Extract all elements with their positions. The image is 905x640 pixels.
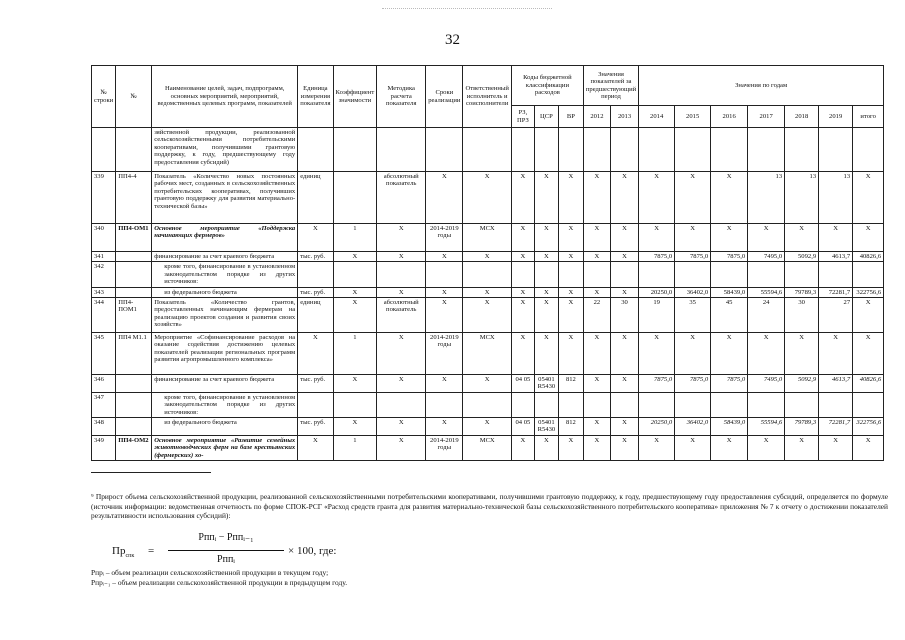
cell-2016	[711, 128, 748, 172]
cell-method	[377, 262, 426, 287]
cell-csr: X	[534, 224, 558, 252]
cell-coef: X	[333, 418, 377, 436]
cell-num: 343	[92, 287, 116, 297]
cell-rz: X	[511, 287, 534, 297]
cell-2016: X	[711, 332, 748, 374]
cell-total: X	[853, 172, 884, 224]
cell-terms	[426, 262, 463, 287]
cell-num: 346	[92, 374, 116, 392]
cell-csr: 05401 R5430	[534, 374, 558, 392]
cell-2018: 5092,9	[785, 374, 819, 392]
cell-method: X	[377, 374, 426, 392]
cell-rz: X	[511, 252, 534, 262]
cell-exec: X	[463, 418, 511, 436]
cell-rz: X	[511, 332, 534, 374]
cell-csr: X	[534, 172, 558, 224]
cell-num: 344	[92, 297, 116, 332]
cell-code	[116, 252, 152, 262]
cell-name: из федерального бюджета	[152, 287, 298, 297]
cell-2016: X	[711, 436, 748, 461]
cell-2012: X	[583, 224, 610, 252]
cell-num: 339	[92, 172, 116, 224]
cell-2015: X	[675, 224, 711, 252]
cell-csr: X	[534, 252, 558, 262]
table-row	[92, 252, 884, 262]
cell-unit: тыс. руб.	[298, 287, 333, 297]
cell-name: Показатель «Количество новых постоянных рабочих мест, созданных в сельскохозяйственных потребительских кооперативах, получивших грантовую поддержку для развития материально-технической базы»	[152, 172, 298, 224]
cell-code	[116, 392, 152, 417]
cell-total: X	[853, 224, 884, 252]
cell-coef: X	[333, 252, 377, 262]
header-row-no: № строки	[92, 66, 116, 128]
cell-vr: 812	[558, 418, 583, 436]
cell-2017: 24	[748, 297, 785, 332]
header-2018: 2018	[785, 106, 819, 128]
cell-unit: X	[298, 224, 333, 252]
cell-2016: 7875,0	[711, 252, 748, 262]
cell-2014: X	[639, 172, 675, 224]
header-vr: ВР	[558, 106, 583, 128]
cell-code	[116, 287, 152, 297]
cell-code	[116, 418, 152, 436]
table-row	[92, 297, 884, 332]
cell-vr	[558, 392, 583, 417]
cell-terms: X	[426, 252, 463, 262]
cell-exec: МСХ	[463, 224, 511, 252]
cell-unit	[298, 392, 333, 417]
cell-method	[377, 392, 426, 417]
cell-num: 341	[92, 252, 116, 262]
cell-exec: X	[463, 374, 511, 392]
cell-terms	[426, 392, 463, 417]
cell-2015	[675, 128, 711, 172]
table-row	[92, 128, 884, 172]
cell-2014: X	[639, 332, 675, 374]
cell-name: Мероприятие «Софинансирование расходов на оказание содействия достижению целевых показателей реализации региональных программ развития агропромышленного комплекса»	[152, 332, 298, 374]
cell-num: 345	[92, 332, 116, 374]
table-row	[92, 374, 884, 392]
cell-2012: X	[583, 374, 610, 392]
cell-2019: X	[819, 436, 853, 461]
cell-coef: X	[333, 297, 377, 332]
cell-num: 347	[92, 392, 116, 417]
cell-2019	[819, 128, 853, 172]
cell-2013: X	[610, 287, 638, 297]
cell-2018: 30	[785, 297, 819, 332]
cell-method: X	[377, 332, 426, 374]
cell-unit: тыс. руб.	[298, 374, 333, 392]
header-2015: 2015	[675, 106, 711, 128]
cell-2012: X	[583, 418, 610, 436]
table-row	[92, 224, 884, 252]
cell-rz: X	[511, 172, 534, 224]
cell-total: 322756,6	[853, 287, 884, 297]
cell-coef: 1	[333, 224, 377, 252]
cell-2015: X	[675, 172, 711, 224]
cell-total	[853, 128, 884, 172]
header-exec: Ответственный исполнитель и соисполнители	[463, 66, 511, 128]
cell-2016: 7875,0	[711, 374, 748, 392]
cell-terms: 2014-2019 годы	[426, 224, 463, 252]
formula-fraction-bar	[168, 550, 284, 551]
cell-2019: 72281,7	[819, 287, 853, 297]
cell-exec: X	[463, 287, 511, 297]
cell-exec: X	[463, 172, 511, 224]
cell-2013	[610, 262, 638, 287]
header-coef: Коэффициент значимости	[333, 66, 377, 128]
header-2013: 2013	[610, 106, 638, 128]
cell-rz	[511, 392, 534, 417]
cell-2017: 7495,0	[748, 374, 785, 392]
cell-2016: 45	[711, 297, 748, 332]
header-no: №	[116, 66, 152, 128]
cell-vr	[558, 262, 583, 287]
cell-coef: 1	[333, 436, 377, 461]
cell-2014: 7875,0	[639, 374, 675, 392]
cell-2012: X	[583, 252, 610, 262]
cell-2012	[583, 262, 610, 287]
cell-2015	[675, 262, 711, 287]
cell-2018: X	[785, 224, 819, 252]
cell-2017: 7495,0	[748, 252, 785, 262]
cell-method	[377, 128, 426, 172]
cell-num: 349	[92, 436, 116, 461]
formula-lhs-symbol: Пр	[112, 545, 126, 557]
cell-unit: тыс. руб.	[298, 252, 333, 262]
cell-2013: X	[610, 436, 638, 461]
cell-2012: X	[583, 332, 610, 374]
header-2016: 2016	[711, 106, 748, 128]
cell-exec: X	[463, 252, 511, 262]
cell-2012	[583, 128, 610, 172]
cell-2017: X	[748, 332, 785, 374]
cell-coef	[333, 392, 377, 417]
cell-2015	[675, 392, 711, 417]
cell-2015: X	[675, 332, 711, 374]
cell-2013	[610, 128, 638, 172]
cell-2012	[583, 392, 610, 417]
cell-2018: X	[785, 436, 819, 461]
cell-csr: X	[534, 436, 558, 461]
cell-name: зяйственной продукции, реализованной сельскохозяйственными потребительскими кооперативами, получившими грантовую поддержку, к году, предшествующему году предоставления субсидий)	[152, 128, 298, 172]
cell-2014	[639, 262, 675, 287]
cell-rz: X	[511, 224, 534, 252]
cell-2013	[610, 392, 638, 417]
cell-2012: X	[583, 172, 610, 224]
header-codes: Коды бюджетной классификации расходов	[511, 66, 583, 106]
cell-method: X	[377, 287, 426, 297]
cell-2017: 55594,6	[748, 418, 785, 436]
cell-2013: 30	[610, 297, 638, 332]
cell-2015: 7875,0	[675, 252, 711, 262]
cell-vr: X	[558, 436, 583, 461]
cell-unit: тыс. руб.	[298, 418, 333, 436]
cell-csr: X	[534, 297, 558, 332]
cell-2015: 36402,0	[675, 418, 711, 436]
cell-total: 40826,6	[853, 252, 884, 262]
cell-2016: X	[711, 172, 748, 224]
header-prior: Значения показателей за предшествующий период	[583, 66, 638, 106]
header-rz: РЗ, ПРЗ	[511, 106, 534, 128]
cell-2016	[711, 262, 748, 287]
table-row	[92, 287, 884, 297]
cell-method: абсолютный показатель	[377, 297, 426, 332]
cell-2017: X	[748, 436, 785, 461]
cell-rz: 04 05	[511, 374, 534, 392]
cell-code	[116, 374, 152, 392]
cell-2019: 72281,7	[819, 418, 853, 436]
cell-terms: 2014-2019 годы	[426, 332, 463, 374]
cell-num	[92, 128, 116, 172]
cell-num: 340	[92, 224, 116, 252]
cell-rz: X	[511, 436, 534, 461]
cell-code: ПП4-ПОМ1	[116, 297, 152, 332]
growth-formula	[112, 532, 352, 572]
cell-2015: 35	[675, 297, 711, 332]
cell-csr	[534, 262, 558, 287]
legend-line: Pпрᵢ₋₁ – объем реализации сельскохозяйственной продукции в предыдущем году.	[91, 578, 348, 588]
cell-unit	[298, 262, 333, 287]
cell-coef: X	[333, 287, 377, 297]
cell-code: ПП4-ОМ1	[116, 224, 152, 252]
cell-total	[853, 392, 884, 417]
cell-total: X	[853, 297, 884, 332]
cell-2013: X	[610, 418, 638, 436]
cell-2018: 79789,3	[785, 287, 819, 297]
cell-2014	[639, 128, 675, 172]
scan-artifact	[382, 8, 552, 9]
cell-exec: МСХ	[463, 436, 511, 461]
cell-total: X	[853, 332, 884, 374]
cell-2014: 7875,0	[639, 252, 675, 262]
cell-total	[853, 262, 884, 287]
cell-2018: X	[785, 332, 819, 374]
header-2017: 2017	[748, 106, 785, 128]
cell-2017	[748, 392, 785, 417]
formula-denominator: Рппᵢ	[217, 554, 235, 565]
cell-rz	[511, 262, 534, 287]
cell-coef	[333, 172, 377, 224]
cell-name: финансирование за счет краевого бюджета	[152, 374, 298, 392]
cell-exec	[463, 128, 511, 172]
header-2014: 2014	[639, 106, 675, 128]
cell-2014: 20250,0	[639, 287, 675, 297]
page-number: 32	[445, 32, 460, 48]
table-row	[92, 436, 884, 461]
cell-2019: 4613,7	[819, 252, 853, 262]
formula-lhs	[112, 545, 134, 559]
cell-2019: 13	[819, 172, 853, 224]
cell-method: X	[377, 224, 426, 252]
cell-2015: 7875,0	[675, 374, 711, 392]
cell-2014: X	[639, 436, 675, 461]
cell-terms: X	[426, 287, 463, 297]
cell-code	[116, 262, 152, 287]
header-csr: ЦСР	[534, 106, 558, 128]
cell-code: ПП4-4	[116, 172, 152, 224]
cell-vr: X	[558, 224, 583, 252]
cell-vr: X	[558, 252, 583, 262]
cell-2018: 13	[785, 172, 819, 224]
cell-total: X	[853, 436, 884, 461]
cell-2016: 58439,0	[711, 287, 748, 297]
formula-tail: × 100, где:	[288, 545, 337, 557]
cell-2013: X	[610, 252, 638, 262]
header-name: Наименование целей, задач, подпрограмм, основных мероприятий, мероприятий, ведомственных целевых программ, показателей	[152, 66, 298, 128]
cell-num: 348	[92, 418, 116, 436]
cell-2013: X	[610, 224, 638, 252]
cell-2012: 22	[583, 297, 610, 332]
cell-2017: 55594,6	[748, 287, 785, 297]
cell-2019: X	[819, 332, 853, 374]
footnote-separator	[91, 472, 211, 473]
cell-unit	[298, 128, 333, 172]
cell-2018	[785, 128, 819, 172]
cell-unit: X	[298, 332, 333, 374]
header-total: итого	[853, 106, 884, 128]
header-2012: 2012	[583, 106, 610, 128]
cell-2014: 20250,0	[639, 418, 675, 436]
table-row	[92, 262, 884, 287]
cell-2012: X	[583, 287, 610, 297]
cell-2018: 5092,9	[785, 252, 819, 262]
cell-method: X	[377, 436, 426, 461]
header-unit: Единица измерения показателя	[298, 66, 333, 128]
cell-code: ПП4 М1.1	[116, 332, 152, 374]
cell-terms: X	[426, 297, 463, 332]
cell-code: ПП4-ОМ2	[116, 436, 152, 461]
cell-csr	[534, 392, 558, 417]
cell-rz	[511, 128, 534, 172]
cell-coef: X	[333, 374, 377, 392]
cell-2019: 27	[819, 297, 853, 332]
cell-terms: X	[426, 374, 463, 392]
cell-vr	[558, 128, 583, 172]
cell-csr: X	[534, 332, 558, 374]
cell-2015: 36402,0	[675, 287, 711, 297]
cell-2015: X	[675, 436, 711, 461]
cell-name: Показатель «Количество грантов, предоставленных начинающим фермерам на реализацию проектов создания и развития своих хозяйств»	[152, 297, 298, 332]
header-years: Значения по годам	[639, 66, 884, 106]
cell-2014: 19	[639, 297, 675, 332]
cell-vr: X	[558, 172, 583, 224]
formula-lhs-subscript: спк	[125, 553, 135, 560]
cell-2012: X	[583, 436, 610, 461]
cell-terms	[426, 128, 463, 172]
cell-exec	[463, 392, 511, 417]
cell-2016: 58439,0	[711, 418, 748, 436]
cell-2019	[819, 392, 853, 417]
cell-exec: X	[463, 297, 511, 332]
footnote-text: ⁹ Прирост объема сельскохозяйственной продукции, реализованной сельскохозяйственными потребительскими кооперативами, получившими грантовую поддержку, к году, предшествующему году предоставления субсидий, определяется по формуле (источник информации: ведомственная отчетность по форме СПОК-РСГ «Расход средств гранта для развития материально-технической базы сельскохозяйственного потребительского кооператива» приложения № 7 к отчету о достижении показателей результативности использования субсидий):	[91, 492, 888, 521]
cell-terms: X	[426, 172, 463, 224]
table-row	[92, 332, 884, 374]
table-row	[92, 418, 884, 436]
cell-coef: 1	[333, 332, 377, 374]
table-row	[92, 392, 884, 417]
cell-name: Основное мероприятие «Развитие семейных животноводческих ферм на базе крестьянских (фермерских) хо-	[152, 436, 298, 461]
cell-2013: X	[610, 374, 638, 392]
cell-unit: единиц	[298, 297, 333, 332]
cell-2014	[639, 392, 675, 417]
formula-equals: =	[148, 545, 155, 557]
cell-2016: X	[711, 224, 748, 252]
cell-csr	[534, 128, 558, 172]
cell-rz: X	[511, 297, 534, 332]
cell-terms: 2014-2019 годы	[426, 436, 463, 461]
cell-2019	[819, 262, 853, 287]
formula-numerator: Рппᵢ − Рппᵢ₋₁	[198, 532, 254, 543]
cell-csr: 05401 R5430	[534, 418, 558, 436]
cell-2017: 13	[748, 172, 785, 224]
header-method: Методика расчета показателя	[377, 66, 426, 128]
cell-2018	[785, 392, 819, 417]
cell-num: 342	[92, 262, 116, 287]
cell-2017	[748, 262, 785, 287]
cell-2018: 79789,3	[785, 418, 819, 436]
cell-vr: X	[558, 332, 583, 374]
cell-2017	[748, 128, 785, 172]
cell-terms: X	[426, 418, 463, 436]
cell-name: кроме того, финансирование в установленном законодательством порядке из других источников:	[152, 262, 298, 287]
formula-legend	[91, 568, 347, 589]
cell-method: абсолютный показатель	[377, 172, 426, 224]
header-2019: 2019	[819, 106, 853, 128]
header-terms: Сроки реализации	[426, 66, 463, 128]
legend-line: Pпрᵢ – объем реализации сельскохозяйственной продукции в текущем году;	[91, 568, 329, 577]
cell-name: Основное мероприятие «Поддержка начинающих фермеров»	[152, 224, 298, 252]
cell-2014: X	[639, 224, 675, 252]
cell-2013: X	[610, 172, 638, 224]
cell-method: X	[377, 252, 426, 262]
cell-rz: 04 05	[511, 418, 534, 436]
cell-vr: X	[558, 287, 583, 297]
cell-2017: X	[748, 224, 785, 252]
cell-2018	[785, 262, 819, 287]
cell-exec	[463, 262, 511, 287]
cell-2019: X	[819, 224, 853, 252]
cell-total: 40826,6	[853, 374, 884, 392]
cell-name: кроме того, финансирование в установленном законодательством порядке из других источников:	[152, 392, 298, 417]
cell-total: 322756,6	[853, 418, 884, 436]
cell-unit: X	[298, 436, 333, 461]
cell-code	[116, 128, 152, 172]
table-row	[92, 172, 884, 224]
cell-coef	[333, 128, 377, 172]
cell-unit: единиц	[298, 172, 333, 224]
cell-2013: X	[610, 332, 638, 374]
cell-vr: 812	[558, 374, 583, 392]
cell-name: из федерального бюджета	[152, 418, 298, 436]
cell-method: X	[377, 418, 426, 436]
cell-2019: 4613,7	[819, 374, 853, 392]
cell-2016	[711, 392, 748, 417]
cell-name: финансирование за счет краевого бюджета	[152, 252, 298, 262]
cell-exec: МСХ	[463, 332, 511, 374]
cell-coef	[333, 262, 377, 287]
indicators-table	[91, 65, 884, 461]
cell-csr: X	[534, 287, 558, 297]
cell-vr: X	[558, 297, 583, 332]
